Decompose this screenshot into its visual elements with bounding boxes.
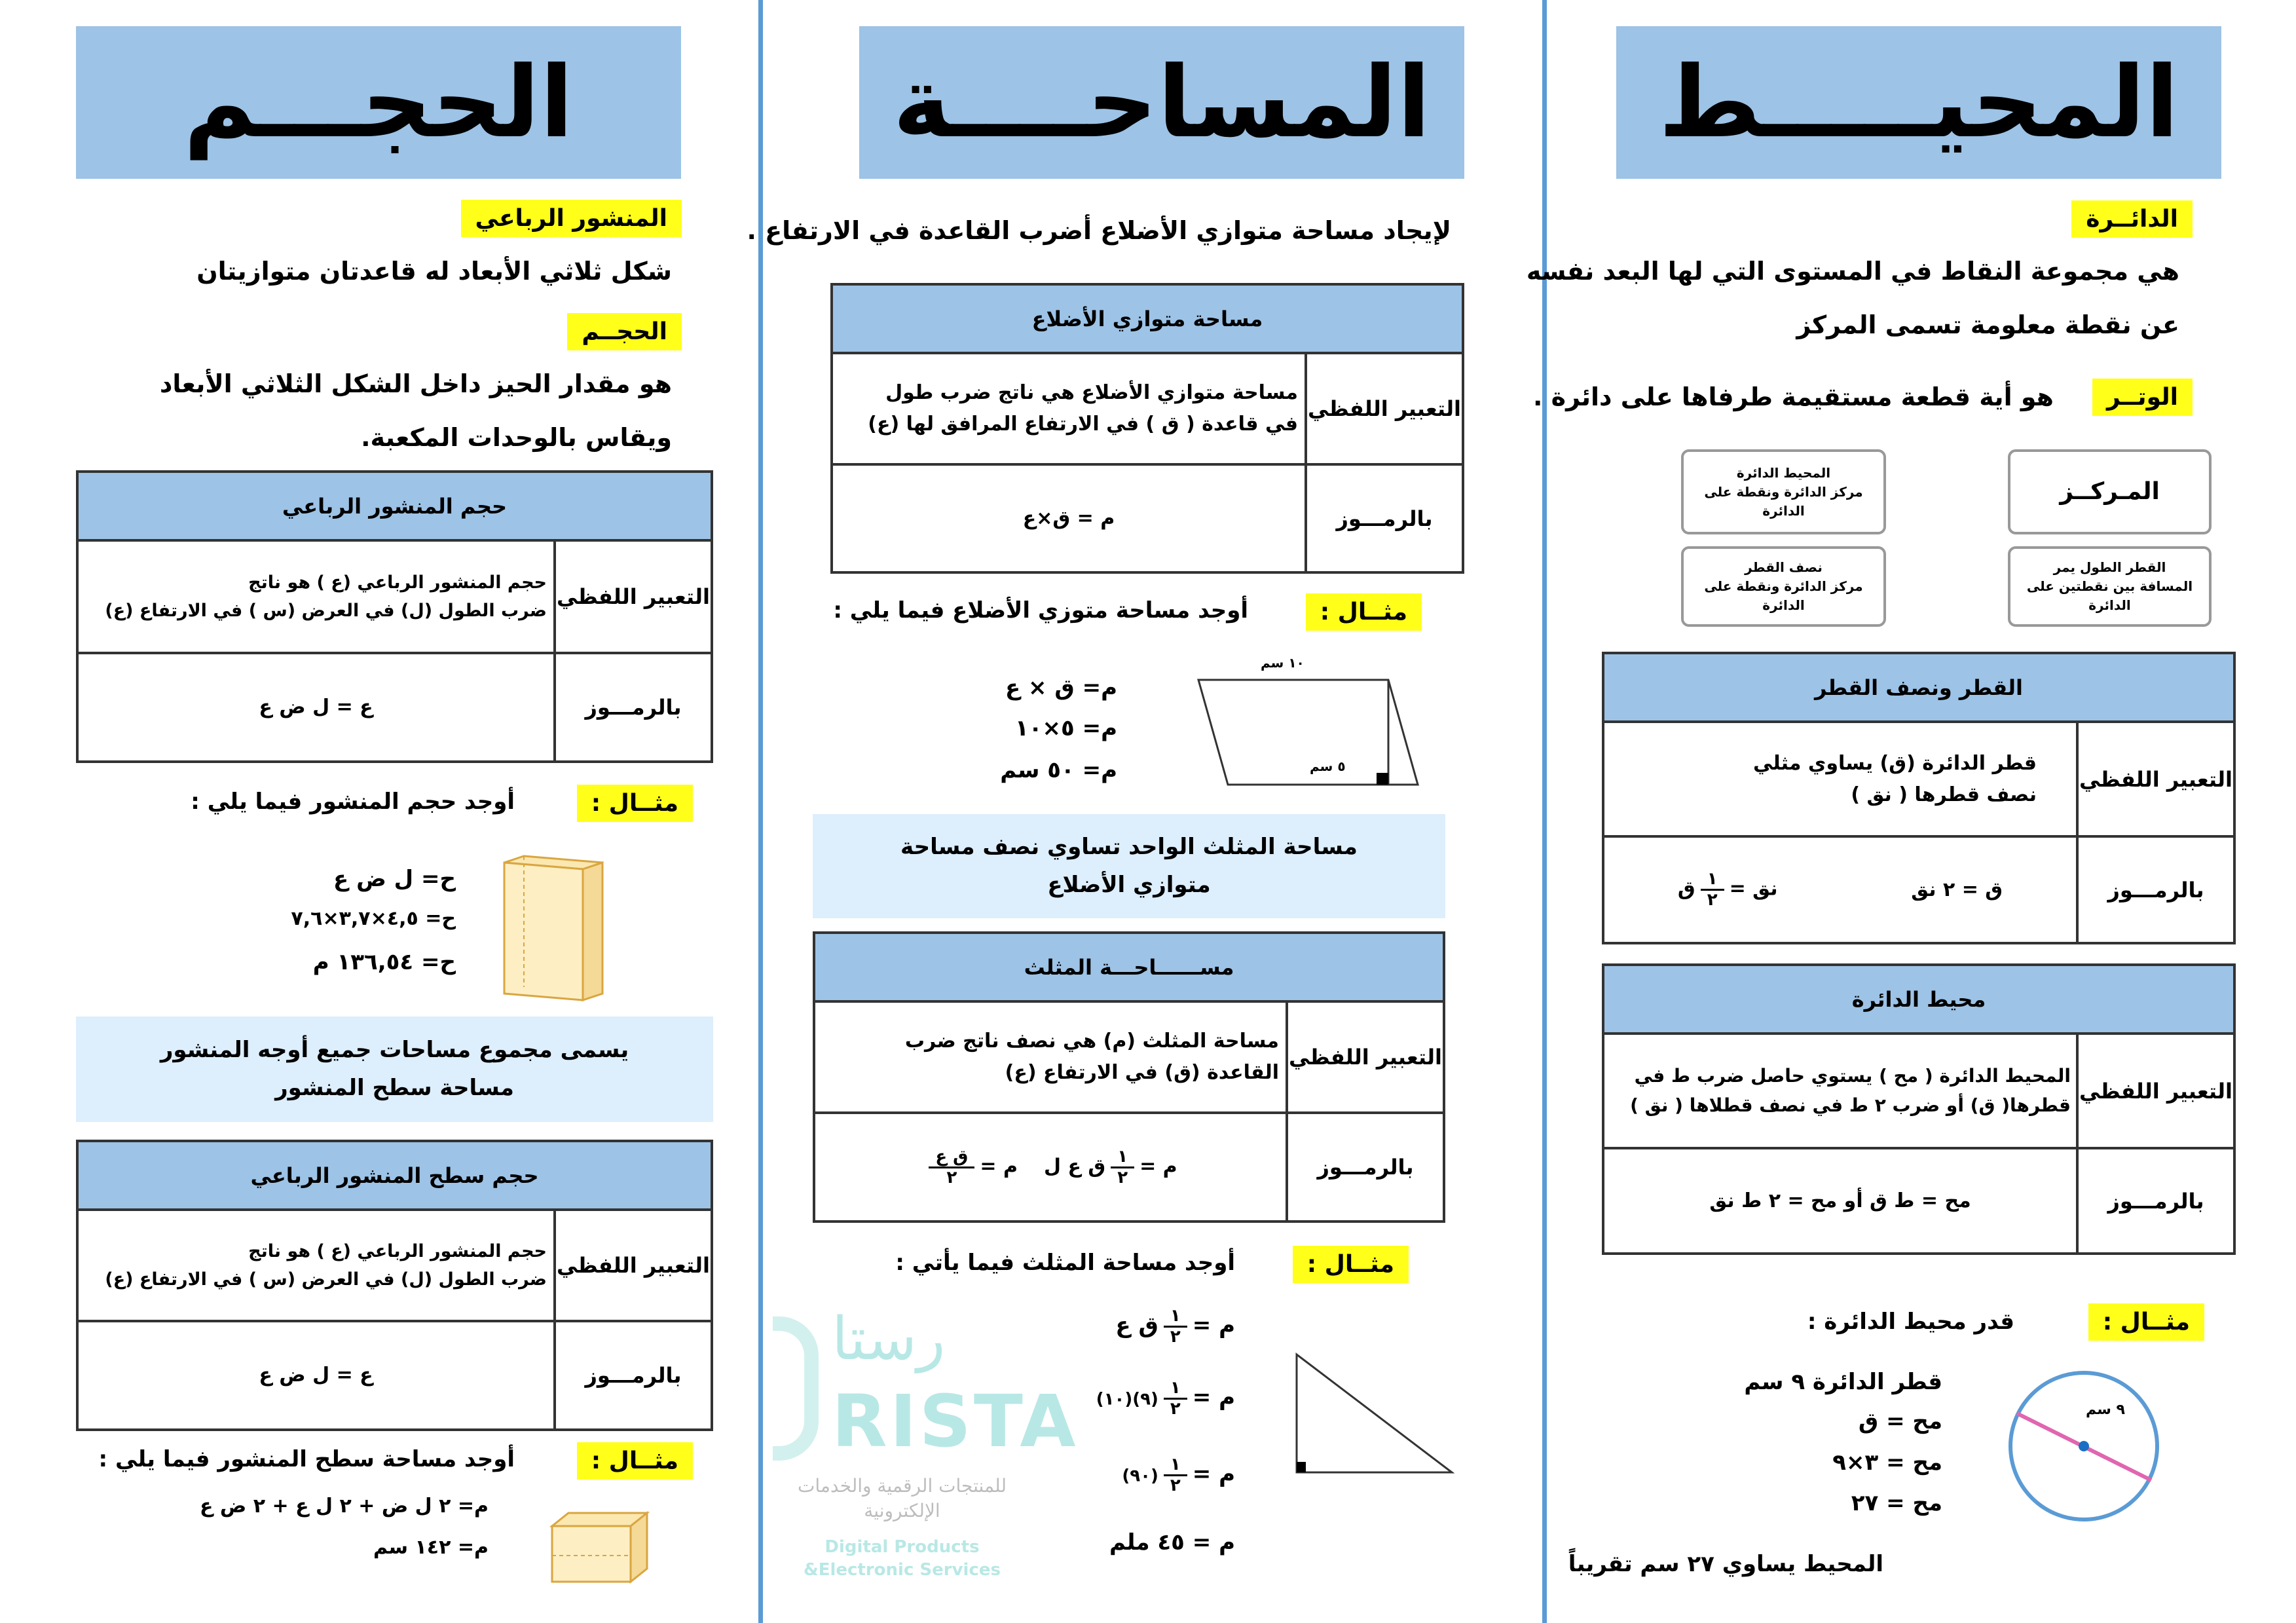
example-line: م= ق × ع [1005, 675, 1117, 701]
denominator: ٢ [1170, 1326, 1181, 1347]
table-row [1604, 1035, 2233, 1149]
box-line: المحيط الدائرة [1736, 464, 1831, 481]
numerator: ١ [1164, 1307, 1187, 1328]
example-label: مثــال : [577, 1442, 693, 1480]
symbol-value [1604, 838, 2076, 942]
text-line: ضرب الطول (ل) في العرض (س ) في الارتفاع (ع) [105, 1269, 547, 1290]
watermark-logo-en: RISTA [832, 1379, 1079, 1463]
example-line: مح = ق [1858, 1408, 1942, 1434]
example-label: مثــال : [2088, 1303, 2204, 1341]
example-line: م= ١٤٢ سم [373, 1536, 489, 1559]
formula [923, 1147, 1018, 1187]
box-line: نصف القطر [1745, 559, 1823, 575]
numerator: ١ [1164, 1455, 1187, 1476]
formula-part: نق = [1729, 878, 1778, 901]
formula [1678, 870, 1778, 909]
example-line: م= ٢ ل ض + ٢ ل ع + ٢ ض ع [199, 1495, 489, 1518]
area-intro: لإيجاد مساحة متوازي الأضلاع أضرب القاعدة في الارتفاع . [747, 216, 1451, 245]
symbol-label: بالرمـــوز [2076, 1149, 2233, 1252]
watermark-logo-ar: رستا [832, 1305, 946, 1373]
triangle-shape [1297, 1354, 1452, 1472]
prism-volume-table [76, 470, 713, 763]
prism-side [631, 1513, 647, 1582]
numerator: ١ [1164, 1379, 1187, 1400]
formula-part: (٩٠) [1122, 1466, 1158, 1486]
text-line: حجم المنشور الرباعي (ع ) هو ناتج [248, 572, 547, 593]
denominator: ٢ [1117, 1167, 1128, 1187]
example-prompt: أوجد مساحة متوزي الأضلاع فيما يلي : [833, 597, 1248, 624]
formula: ق = ٢ نق [1911, 878, 2003, 901]
box-line: مركز الدائرة ونقطة على الدائرة [1704, 578, 1863, 613]
table-row [79, 542, 711, 654]
watermark-r-icon [773, 1316, 819, 1461]
table-header: مساحة متوازي الأضلاع [833, 286, 1462, 354]
term-box-radius [1681, 546, 1886, 627]
example-line: م= ٥٠ سم [1000, 757, 1117, 783]
fraction [1111, 1147, 1134, 1187]
table-row [1604, 723, 2233, 838]
watermark-tagline-ar: للمنتجات الرقمية والخدمات الإلكترونية [798, 1475, 1007, 1521]
verbal-value [1604, 1035, 2076, 1147]
circle-label: الدائــرة [2071, 200, 2193, 238]
symbol-value: مح = ط ق أو مح = ٢ ط نق [1709, 1189, 1971, 1212]
text-line: المحيط الدائرة ( مح ) يستوي حاصل ضرب ط في [1634, 1064, 2071, 1087]
right-angle-marker [1377, 773, 1388, 785]
table-header: حجم المنشور الرباعي [79, 473, 711, 542]
example-label: مثــال : [1306, 593, 1422, 631]
formula-part: م = [1192, 1312, 1235, 1339]
example-result: م = ٤٥ ملم [1109, 1529, 1235, 1556]
formula-part: م = [980, 1155, 1018, 1178]
example-line [1122, 1455, 1235, 1495]
area-title: المساحــــة [859, 26, 1464, 179]
example-prompt: قدر محيط الدائرة : [1807, 1309, 2014, 1335]
verbal-label: التعبير اللفظي [1286, 1003, 1443, 1111]
circle-measure: ٩ سم [2086, 1402, 2125, 1418]
prism-front [504, 863, 583, 1000]
example-line: م= ٥×١٠ [1014, 715, 1117, 741]
circumference-table [1602, 963, 2236, 1255]
verbal-value [833, 354, 1305, 463]
text-line: قطرها( ق) أو ضرب ٢ ط في نصف قطلاها ( نق ) [1630, 1094, 2071, 1116]
denominator: ٢ [1707, 890, 1718, 910]
example-line: قطر الدائرة ٩ سم [1744, 1369, 1942, 1395]
right-angle-marker [1297, 1462, 1306, 1472]
example-label: مثــال : [1293, 1246, 1409, 1283]
fraction [1701, 870, 1724, 909]
example-line [1115, 1307, 1235, 1346]
text-line: حجم المنشور الرباعي (ع ) هو ناتج [248, 1241, 547, 1261]
table-row [1604, 1149, 2233, 1252]
term-box-circumference [1681, 449, 1886, 534]
prism-side [583, 863, 602, 1000]
table-row [833, 466, 1462, 571]
diameter-radius-table [1602, 652, 2236, 944]
text-line: مساحة متوازي الأضلاع هي ناتج ضرب طول [885, 381, 1298, 404]
perimeter-title: المحيـــــط [1616, 26, 2221, 179]
fraction [1164, 1379, 1187, 1418]
formula-part: ق ع ل [1043, 1155, 1106, 1178]
verbal-value [79, 1211, 553, 1320]
example-result: المحيط يساوي ٢٧ سم تقريباً [1568, 1551, 1883, 1577]
text-line: قطر الدائرة (ق) يساوي مثلي [1753, 751, 2037, 775]
note-line: مساحة المثلث الواحد تساوي نصف مساحة [900, 833, 1358, 860]
column-divider [1542, 0, 1547, 1623]
fraction [1164, 1455, 1187, 1495]
verbal-label: التعبير اللفظي [553, 1211, 711, 1320]
numerator: ق ع [929, 1147, 974, 1168]
verbal-label: التعبير اللفظي [553, 542, 711, 652]
verbal-label: التعبير اللفظي [1305, 354, 1462, 463]
example-prompt: أوجد حجم المنشور فيما يلي : [191, 789, 515, 815]
example-line: ح= ل ض ع [333, 866, 456, 892]
prism-diagram [501, 855, 606, 1002]
surface-area-note [76, 1017, 713, 1122]
symbol-label: بالرمـــوز [1286, 1114, 1443, 1220]
center-point [2079, 1441, 2089, 1451]
text-line: في قاعدة ( ق ) في الارتفاع المرافق لها (ع) [868, 413, 1298, 436]
box-line: المسافة بين نقطتين على الدائرة [2026, 578, 2193, 613]
prism-label: المنشور الرباعي [461, 200, 682, 237]
volume-definition-line: ويقاس بالوحدات المكعبة. [361, 423, 672, 452]
box-line: مركز الدائرة ونقطة على الدائرة [1704, 483, 1863, 519]
example-line: ح= ٤,٥×٣,٧×٧,٦ [291, 907, 456, 930]
parallelogram-height-measure: ٥ سم [1310, 758, 1346, 774]
symbol-label: بالرمـــوز [2076, 838, 2233, 942]
example-label: مثــال : [577, 785, 693, 822]
verbal-label: التعبير اللفظي [2076, 1035, 2233, 1147]
table-header: حجم سطح المنشور الرباعي [79, 1142, 711, 1211]
prism-surface-table [76, 1140, 713, 1431]
denominator: ٢ [1170, 1475, 1181, 1495]
verbal-value [79, 542, 553, 652]
triangle-note [813, 814, 1445, 918]
volume-title: الحجـــم [76, 26, 681, 179]
numerator: ١ [1701, 870, 1724, 891]
verbal-value [1604, 723, 2076, 835]
symbol-label: بالرمـــوز [1305, 466, 1462, 571]
volume-label: الحجــم [567, 313, 682, 350]
fraction [929, 1147, 974, 1187]
term-box-center [2008, 449, 2212, 534]
text-line: ضرب الطول (ل) في العرض (س ) في الارتفاع (ع) [105, 601, 547, 621]
term-box-diameter [2008, 546, 2212, 627]
prism-definition: شكل ثلاثي الأبعاد له قاعدتان متوازيتان [196, 257, 672, 286]
formula-part: م = [1139, 1155, 1177, 1178]
formula-part: (٩)(١٠) [1096, 1389, 1158, 1409]
formula-part: م = [1192, 1384, 1235, 1411]
text-line: القاعدة (ق) في الارتفاع (ع) [1005, 1061, 1279, 1084]
volume-definition-line: هو مقدار الحيز داخل الشكل الثلاثي الأبعاد [159, 369, 672, 398]
example-line: مح = ٢٧ [1851, 1490, 1942, 1516]
denominator: ٢ [1170, 1398, 1181, 1419]
chord-label: الوتــر [2092, 379, 2193, 416]
table-header: محيط الدائرة [1604, 966, 2233, 1035]
circle-definition-line: عن نقطة معلومة تسمى المركز [1796, 310, 2179, 339]
text-line: مساحة المثلث (م) هي نصف ناتج ضرب [904, 1030, 1279, 1053]
formula-part: ق ع [1115, 1312, 1158, 1339]
table-row [79, 1211, 711, 1322]
box-line: المـركــز [2060, 477, 2160, 505]
verbal-label: التعبير اللفظي [2076, 723, 2233, 835]
example-line [1096, 1379, 1235, 1418]
symbol-value: م = ق×ع [1022, 506, 1115, 530]
symbol-value: ع = ل ض ع [259, 1364, 373, 1387]
table-row [815, 1114, 1443, 1220]
text-line: نصف قطرها ( نق ) [1851, 783, 2037, 806]
triangle-diagram [1293, 1349, 1457, 1477]
table-row [1604, 838, 2233, 942]
note-line: يسمى مجموع مساحات جميع أوجه المنشور [160, 1036, 629, 1063]
parallelogram-top-measure: ١٠ سم [1261, 655, 1305, 671]
watermark-tagline-en: Digital Products &Electronic Services [804, 1537, 1001, 1580]
fraction [1164, 1307, 1187, 1346]
table-row [815, 1003, 1443, 1114]
table-row [79, 1322, 711, 1428]
circle-definition-line: هي مجموعة النقاط في المستوى التي لها البعد نفسه [1526, 257, 2179, 286]
table-row [833, 354, 1462, 466]
parallelogram-shape [1198, 680, 1418, 785]
example-line: مح = ٣×٩ [1832, 1449, 1942, 1476]
formula [1044, 1147, 1177, 1187]
symbol-value: ع = ل ض ع [259, 696, 373, 718]
numerator: ١ [1111, 1147, 1134, 1168]
table-header: مســــــاحـــة المثلث [815, 934, 1443, 1003]
symbol-value [815, 1114, 1286, 1220]
example-line: ح= ١٣٦,٥٤ م [312, 949, 456, 975]
denominator: ٢ [946, 1167, 957, 1187]
example-prompt: أوجد مساحة المثلث فيما يأتي : [895, 1250, 1235, 1276]
symbol-label: بالرمـــوز [553, 654, 711, 760]
parallelogram-table [830, 283, 1464, 574]
circle-diagram [2004, 1369, 2168, 1526]
box-line: القطر الطول يمر [2053, 559, 2166, 575]
note-line: متوازي الأضلاع [1047, 871, 1211, 898]
note-line: مساحة سطح المنشور [275, 1074, 514, 1101]
triangle-table [813, 931, 1445, 1223]
box-prism-diagram [549, 1510, 650, 1585]
table-header: القطر ونصف القطر [1604, 654, 2233, 723]
symbol-label: بالرمـــوز [553, 1322, 711, 1428]
chord-definition: هو أية قطعة مستقيمة طرفاها على دائرة . [1532, 382, 2054, 411]
verbal-value [815, 1003, 1286, 1111]
table-row [79, 654, 711, 760]
formula-part: م = [1192, 1461, 1235, 1487]
formula-part: ق [1677, 878, 1695, 901]
prism-front [552, 1526, 631, 1582]
example-prompt: أوجد مساحة سطح المنشور فيما يلي : [98, 1446, 515, 1472]
